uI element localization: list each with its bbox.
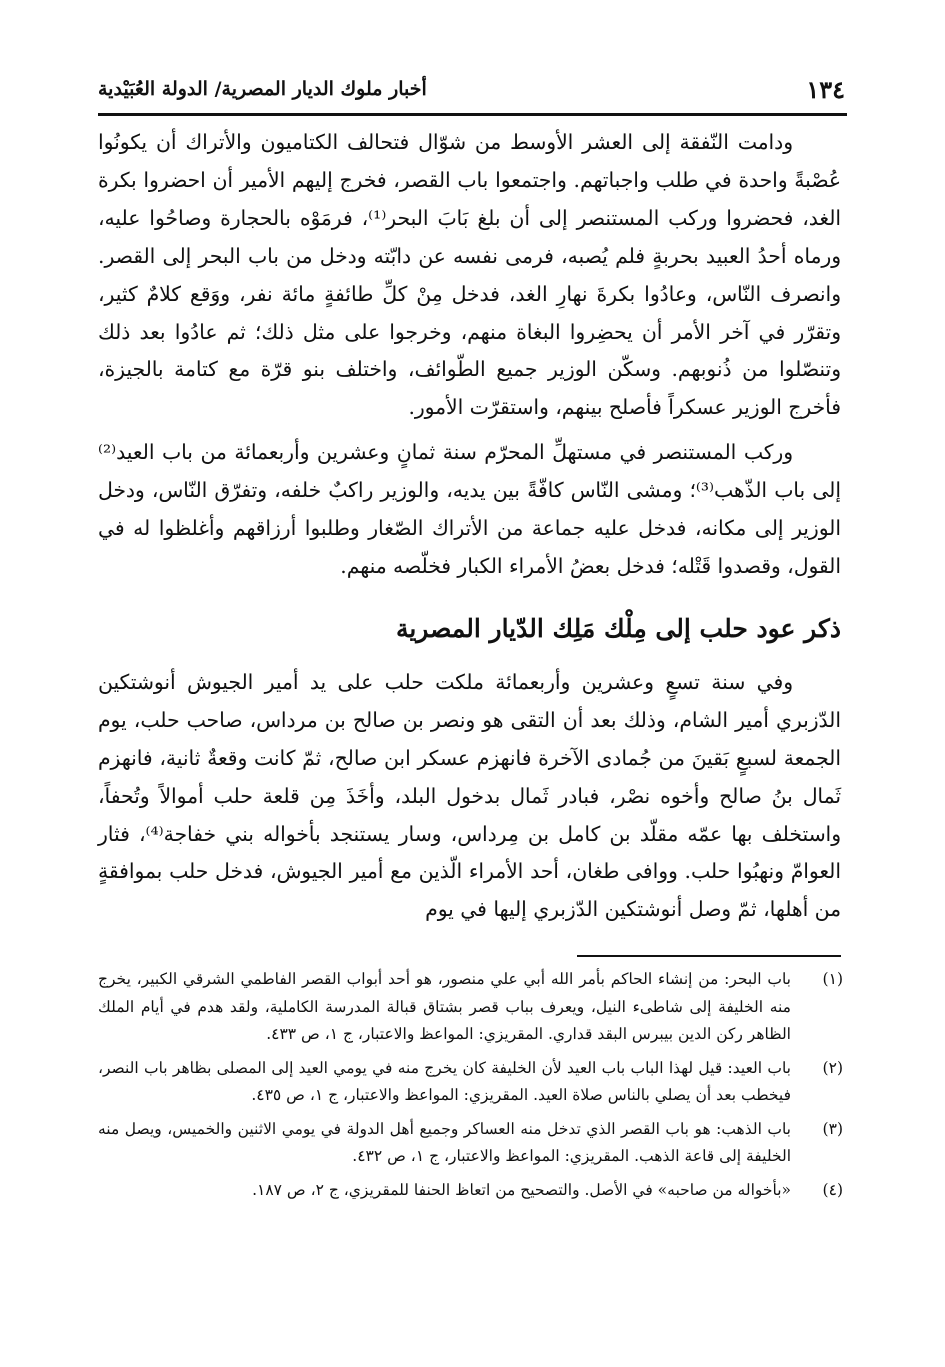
main-text <box>98 124 841 929</box>
running-title: أخبار ملوك الديار المصرية/ الدولة العُبَيْدية <box>98 78 427 100</box>
header-rule <box>98 113 847 116</box>
footnote <box>98 966 843 1049</box>
footnote-number: (٤) <box>822 1180 843 1199</box>
paragraph: ودامت النّفقة إلى العشر الأوسط من شوّال فتحالف الكتاميون والأتراك أن يكونُوا عُصْبةً واحدة في طلب واجباتهم. واجتمعوا باب القصر، فخرج إليهم الأمير أن احضروا بكرة الغد، فحضروا وركب المستنصر إلى أن بلغ بَابَ البحر⁽¹⁾، فرمَوْه بالحجارة وصاحُوا عليه، ورماه أحدُ العبيد بحربةٍ فلم يُصبه، فرمى نفسه عن دابّته ودخل من باب البحر إلى القصر. وانصرف النّاس، وعادُوا بكرةَ نهارِ الغد، فدخل مِنْ كلِّ طائفةٍ مائة نفر، ووَقع كلامٌ كثير، وتقرّر في آخر الأمر أن يحضِروا البغاة منهم، وخرجوا على مثل ذلك؛ ثم عادُوا بعد ذلك وتنصّلوا من ذُنوبهم. وسكّن الوزير جميع الطّوائف، واختلف بنو قرّة مع كتامة بالجيزة، فأخرج الوزير عسكراً فأصلح بينهم، واستقرّت الأمور. <box>98 130 842 420</box>
footnote-text: باب العيد: قيل لهذا الباب باب العيد لأن الخليفة كان يخرج منه في يومي العيد إلى المصلى بظاهر باب النصر، فيخطب بعد أن يصلي بالناس صلاة العيد. المقريزي: المواعظ والاعتبار، ج ١، ص ٤٣٥. <box>98 1058 791 1104</box>
paragraph: وفي سنة تسعٍ وعشرين وأربعمائة ملكت حلب على يد أمير الجيوش أنوشتكين الدّزبري أمير الشام، وذلك بعد أن التقى هو ونصر بن صالح بن مرداس، صاحب حلب، يوم الجمعة لسبعٍ بَقينَ من جُمادى الآخرة فانهزم عسكر ابن صالح، ثمّ كانت وقعةٌ ثانية، فانهزم ثَمال بنُ صالح وأخوه نصْر، فبادر ثَمال بدخول البلد، وأخَذَ مِن قلعة حلب أموالاً وتُحفاً، واستخلف بها عمّه مقلّد بن كامل بن مِرداس، وسار يستنجد بأخواله بني خفاجة⁽⁴⁾، فثار العوامّ ونهبُوا حلب. ووافى طغان، أحد الأمراء الّذين مع أمير الجيوش، فدخل حلب بموافقةٍ من أهلها، ثمّ وصل أنوشتكين الدّزبري إليها في يوم <box>98 669 841 922</box>
footnote-number: (٣) <box>822 1119 843 1138</box>
footnotes <box>98 966 843 1210</box>
footnote <box>98 1055 843 1110</box>
paragraph: وركب المستنصر في مستهلِّ المحرّم سنة ثمانٍ وعشرين وأربعمائة من باب العيد⁽²⁾ إلى باب الذّهب⁽³⁾؛ ومشى النّاس كافّةً بين يديه، والوزير راكبٌ خلفه، وتفرّق النّاس، ودخل الوزير إلى مكانه، فدخل عليه جماعة من الأتراك الصّغار وطلبوا أرزاقهم وأغلظوا له في القول، وقصدوا قَتْله؛ فدخل بعضُ الأمراء الكبار فخلّصه منهم. <box>98 440 841 578</box>
footnote-text: «بأخواله من صاحبه» في الأصل. والتصحيح من اتعاظ الحنفا للمقريزي، ج ٢، ص ١٨٧. <box>252 1180 791 1199</box>
footnote-text: باب البحر: من إنشاء الحاكم بأمر الله أبي علي منصور، هو أحد أبواب القصر الفاطمي الشرقي الكبير، يخرج منه الخليفة إلى شاطىء النيل، ويعرف بباب قصر بشتاق قبالة المدرسة الكاملية، ولقد هدم في أيام الملك الظاهر ركن الدين بيبرس البقد قداري. المقريزي: المواعظ والاعتبار، ج ١، ص ٤٣٣. <box>98 970 791 1043</box>
page-number: ١٣٤ <box>806 74 845 104</box>
footnote-number: (١) <box>822 970 843 988</box>
footnote-text: باب الذهب: هو باب القصر الذي تدخل منه العساكر وجميع أهل الدولة في يومي الاثنين والخميس، ويصل منه الخليفة إلى قاعة الذهب. المقريزي: المواعظ والاعتبار، ج ١، ص ٤٣٢. <box>98 1119 791 1165</box>
footnote <box>98 1116 843 1171</box>
section-heading: ذكر عود حلب إلى مِلْك مَلِك الدّيار المصرية <box>395 613 841 643</box>
footnote-separator <box>577 955 841 957</box>
footnote-number: (٢) <box>822 1058 843 1077</box>
page-header <box>98 70 845 108</box>
footnote <box>98 1177 843 1205</box>
